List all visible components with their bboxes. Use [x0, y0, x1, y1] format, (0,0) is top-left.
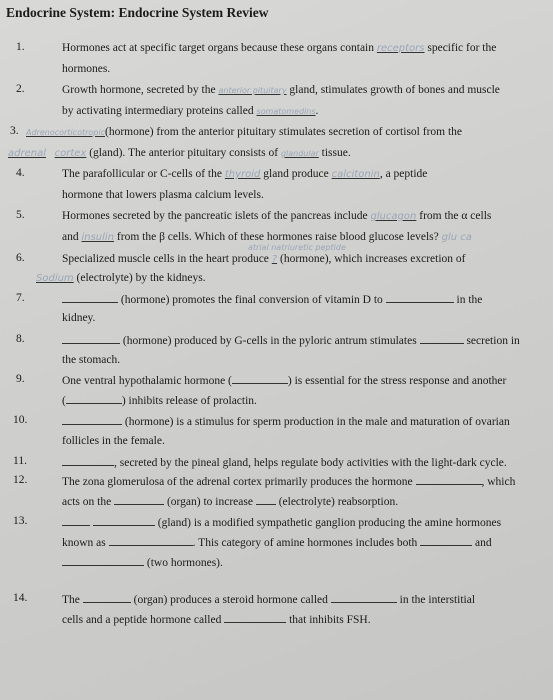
question-number: 8.: [16, 333, 25, 345]
answer-blank[interactable]: [62, 292, 118, 303]
question-4-line-2: hormone that lowers plasma calcium levels.: [62, 189, 264, 201]
question-number: 14.: [13, 592, 28, 604]
answer-blank[interactable]: [420, 333, 464, 344]
answer-blank[interactable]: [62, 455, 114, 466]
answer-handwritten: thyroid: [224, 169, 261, 180]
answer-handwritten: Adrenocorticotropic: [26, 128, 105, 137]
answer-handwritten: cortex: [54, 148, 87, 159]
question-1-line-1: Hormones act at specific target organs because these organs contain receptors specific for the: [62, 42, 497, 54]
answer-handwritten: insulin: [81, 232, 115, 243]
question-2-line-1: Growth hormone, secreted by the anterior pituitary gland, stimulates growth of bones and muscle: [62, 84, 500, 96]
question-number: 4.: [16, 167, 25, 179]
question-7-line-1: (hormone) promotes the final conversion of vitamin D to in the: [62, 292, 482, 307]
answer-blank[interactable]: [114, 494, 164, 505]
question-number: 2.: [16, 83, 25, 95]
question-10-line-2: follicles in the female.: [62, 435, 165, 447]
question-13-line-2: known as . This category of amine hormones includes both and: [62, 537, 492, 549]
question-8-line-2: the stomach.: [62, 354, 121, 366]
question-8-line-1: (hormone) produced by G-cells in the pyloric antrum stimulates secretion in: [62, 333, 520, 348]
question-2-line-2: by activating intermediary proteins called somatomedins.: [62, 105, 319, 117]
question-6-line-2: Sodium (electrolyte) by the kidneys.: [36, 272, 206, 284]
answer-blank[interactable]: [83, 592, 131, 603]
answer-blank[interactable]: [420, 535, 472, 546]
question-11-line-1: , secreted by the pineal gland, helps regulate body activities with the light-dark cycle.: [62, 455, 507, 470]
answer-blank[interactable]: [232, 373, 288, 384]
question-14-line-1: The (organ) produces a steroid hormone called in the interstitial: [62, 594, 476, 606]
answer-handwritten: somatomedins: [256, 107, 316, 116]
answer-blank[interactable]: [256, 494, 276, 505]
question-3-line-2: adrenal cortex (gland). The anterior pituitary consists of glandular tissue.: [8, 147, 351, 159]
question-12-line-1: The zona glomerulosa of the adrenal cortex primarily produces the hormone , which: [62, 476, 516, 488]
question-6-line-1: Specialized muscle cells in the heart produce ? (hormone), which increases excretion of: [62, 253, 466, 265]
question-number: 6.: [16, 252, 25, 264]
question-number: 7.: [16, 292, 25, 304]
question-5-line-2: and insulin from the β cells. Which of these hormones raise blood glucose levels? glu ca: [62, 231, 472, 243]
answer-blank[interactable]: [416, 474, 482, 485]
answer-blank[interactable]: [224, 612, 286, 623]
answer-handwritten: glandular: [280, 149, 319, 158]
answer-handwritten: ?: [271, 254, 278, 265]
answer-handwritten: glu ca: [441, 232, 472, 243]
question-10-line-1: (hormone) is a stimulus for sperm production in the male and maturation of ovarian: [62, 414, 510, 429]
answer-blank[interactable]: [331, 592, 397, 603]
answer-handwritten: adrenal: [8, 148, 46, 159]
question-7-line-2: kidney.: [62, 312, 96, 324]
answer-handwritten: Sodium: [36, 273, 74, 284]
answer-blank[interactable]: [62, 333, 120, 344]
question-number: 9.: [16, 373, 25, 385]
answer-blank[interactable]: [62, 515, 90, 526]
document-title: Endocrine System: Endocrine System Review: [6, 5, 269, 20]
question-14-line-2: cells and a peptide hormone called that inhibits FSH.: [62, 614, 371, 626]
question-3-line-1: Adrenocorticotropic(hormone) from the anterior pituitary stimulates secretion of cortisol from the: [26, 126, 463, 138]
question-12-line-2: acts on the (organ) to increase (electrolyte) reabsorption.: [62, 496, 399, 508]
question-number: 10.: [13, 414, 28, 426]
question-5-line-1: Hormones secreted by the pancreatic islets of the pancreas include glucagon from the α cells: [62, 210, 492, 222]
answer-handwritten: glucagon: [370, 211, 417, 222]
question-number: 11.: [13, 455, 27, 467]
answer-handwritten: receptors: [376, 43, 425, 54]
question-number: 5.: [16, 209, 25, 221]
answer-blank[interactable]: [62, 414, 122, 425]
question-number: 3.: [10, 125, 19, 137]
question-number: 12.: [13, 474, 28, 486]
answer-handwritten: anterior pituitary: [218, 86, 287, 95]
answer-blank[interactable]: [109, 535, 193, 546]
question-number: 13.: [13, 515, 28, 527]
question-9-line-2: ( ) inhibits release of prolactin.: [62, 395, 257, 407]
question-9-line-1: One ventral hypothalamic hormone ( ) is essential for the stress response and another: [62, 375, 507, 387]
question-4-line-1: The parafollicular or C-cells of the thyroid gland produce calcitonin, a peptide: [62, 168, 428, 180]
answer-blank[interactable]: [62, 555, 144, 566]
answer-blank[interactable]: [386, 292, 454, 303]
question-13-line-1: (gland) is a modified sympathetic ganglion producing the amine hormones: [62, 515, 501, 530]
answer-handwritten: calcitonin: [331, 169, 380, 180]
question-number: 1.: [16, 41, 25, 53]
answer-handwritten: atrial natriuretic peptide: [248, 243, 346, 252]
question-1-line-2: hormones.: [62, 63, 111, 75]
answer-blank[interactable]: [93, 515, 155, 526]
answer-blank[interactable]: [66, 393, 122, 404]
question-13-line-3: (two hormones).: [62, 555, 223, 570]
